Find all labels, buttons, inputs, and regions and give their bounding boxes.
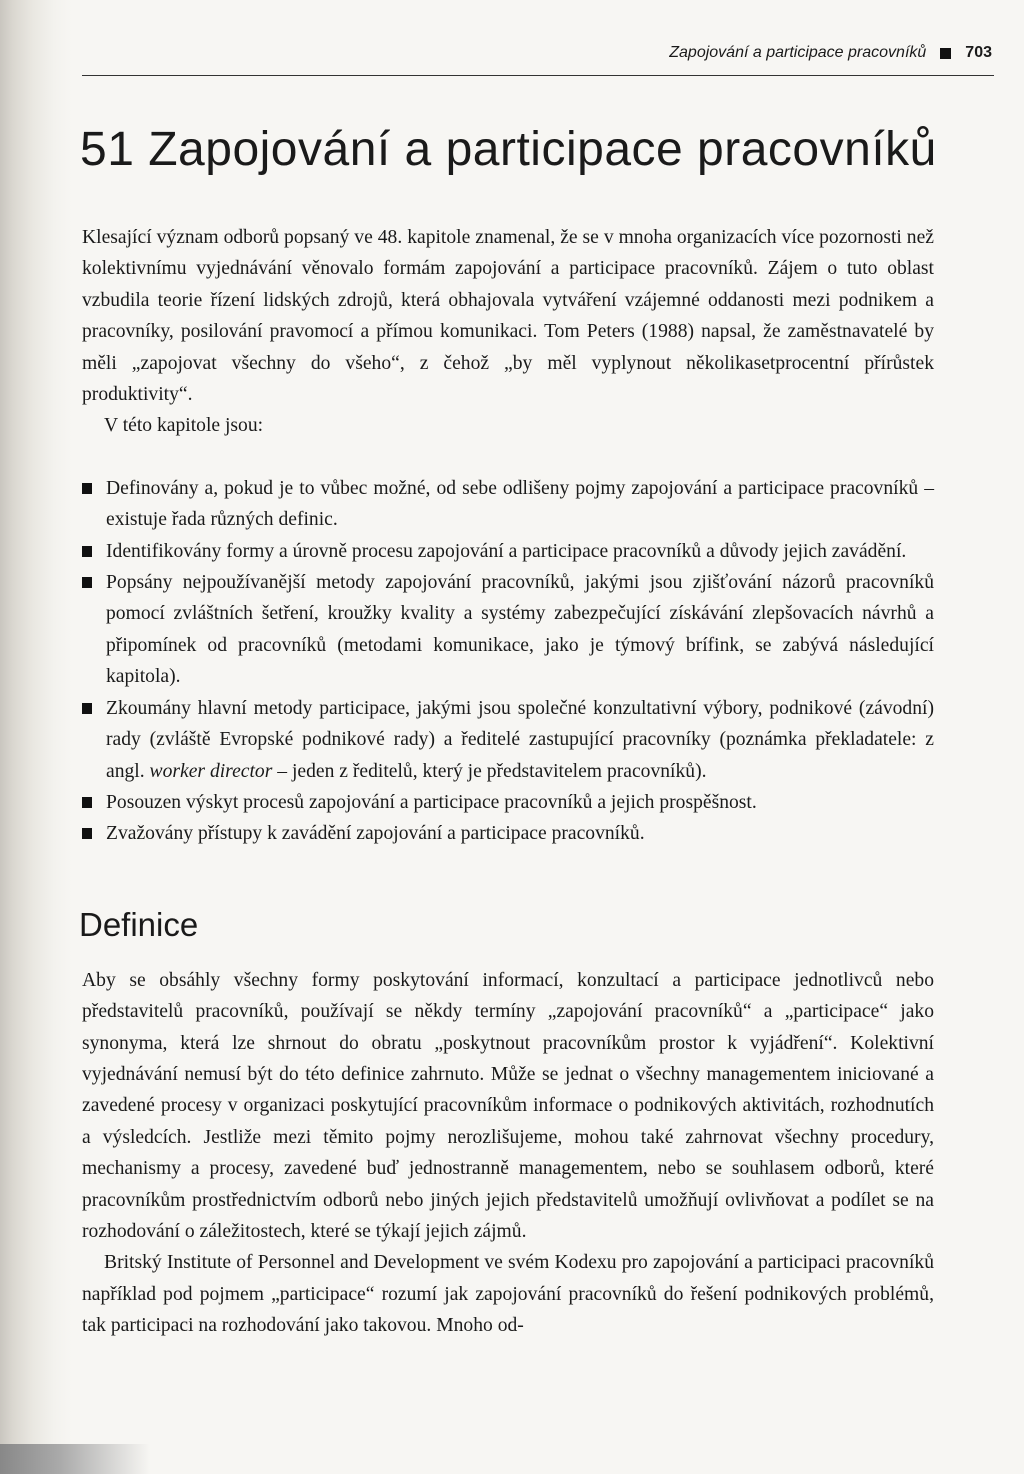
- list-item-text-part: – jeden z ředitelů, který je představitelem pracovníků).: [272, 760, 707, 782]
- running-head: [669, 44, 992, 62]
- list-item-text: Popsány nejpoužívanější metody zapojování pracovníků, jakými jsou zjišťování názorů pracovníků pomocí zvláštních šetření, kroužky kvality a systémy zabezpečující získávání zlepšovacích návrhů a připomínek od pracovníků (metodami komunikace, jako je týmový brífink, se zabývá následující kapitola).: [106, 572, 934, 688]
- list-item-text: Posouzen výskyt procesů zapojování a participace pracovníků a jejich prospěšnost.: [106, 791, 757, 813]
- page-corner-shadow: [0, 1444, 150, 1474]
- square-bullet-icon: [82, 577, 92, 588]
- list-item-text: [106, 698, 934, 782]
- list-item: [82, 473, 934, 536]
- square-bullet-icon: [940, 48, 951, 59]
- header-rule: [82, 75, 994, 76]
- square-bullet-icon: [82, 546, 92, 557]
- list-item: [82, 567, 934, 693]
- chapter-outline-list: [82, 473, 934, 850]
- list-item: [82, 818, 934, 849]
- page-body: [79, 222, 934, 1342]
- square-bullet-icon: [82, 483, 92, 494]
- definition-paragraph: Britský Institute of Personnel and Development ve svém Kodexu pro zapojování a participaci pracovníků například pod pojmem „participace“ rozumí jak zapojování pracovníků do řešení podnikových problémů, tak participaci na rozhodování jako takovou. Mnoho od-: [82, 1252, 934, 1337]
- intro-lead: V této kapitole jsou:: [104, 415, 264, 437]
- list-item-text: Identifikovány formy a úrovně procesu zapojování a participace pracovníků a důvody jejich zavádění.: [106, 540, 907, 562]
- section-heading: Definice: [79, 905, 199, 943]
- chapter-title: 51 Zapojování a participace pracovníků: [80, 123, 937, 176]
- intro-paragraph: Klesající význam odborů popsaný ve 48. kapitole znamenal, že se v mnoha organizacích více pozornosti než kolektivnímu vyjednávání věnovalo formám zapojování a participace pracovníků. Zájem o tuto oblast vzbudila teorie řízení lidských zdrojů, která obhajovala vytváření vzájemné oddanosti mezi podnikem a pracovníky, posilování pravomocí a přímou komunikaci. Tom Peters (1988) napsal, že zaměstnavatelé by měli „zapojovat všechny do všeho“, z čehož „by měl vyplynout několikasetprocentní přírůstek produktivity“.: [82, 227, 934, 406]
- square-bullet-icon: [82, 828, 92, 839]
- english-term: worker director: [149, 760, 273, 782]
- square-bullet-icon: [82, 797, 92, 808]
- list-item: [82, 693, 934, 787]
- square-bullet-icon: [82, 703, 92, 714]
- book-spine-shadow: [0, 0, 72, 1474]
- list-item-text-part: Zkoumány hlavní metody participace, jakými jsou společné konzultativní výbory, podnikové (závodní) rady (zvláště Evropské podnikové rady) a ředitelé zastupující pracovníky (poznámka překladatele: z angl.: [106, 697, 934, 782]
- definition-paragraph: Aby se obsáhly všechny formy poskytování informací, konzultací a participace jednotlivců nebo představitelů pracovníků, používají se někdy termíny „zapojování pracovníků“ a „participace“ jako synonyma, která lze shrnout do obratu „poskytnout pracovníkům prostor k vyjádření“. Kolektivní vyjednávání nemusí být do této definice zahrnuto. Může se jednat o všechny managementem iniciované a zavedené procesy v organizaci poskytující pracovníkům informace o podnikových aktivitách, rozhodnutích a výsledcích. Jestliže mezi těmito pojmy nerozlišujeme, mohou také zahrnovat všechny procedury, mechanismy a procesy, zavedené buď jednostranně managementem, nebo se souhlasem odborů, které pracovníkům prostřednictvím odborů nebo jiných jejich představitelů umožňují ovlivňovat a podílet se na rozhodování o záležitostech, které se týkají jejich zájmů.: [82, 969, 934, 1242]
- list-item: [82, 787, 934, 818]
- list-item: [82, 536, 934, 567]
- list-item-text: Zvažovány přístupy k zavádění zapojování a participace pracovníků.: [106, 823, 645, 845]
- running-title: Zapojování a participace pracovníků: [669, 44, 927, 61]
- page-number: 703: [965, 44, 992, 61]
- list-item-text: Definovány a, pokud je to vůbec možné, od sebe odlišeny pojmy zapojování a participace pracovníků – existuje řada různých definic.: [106, 477, 934, 531]
